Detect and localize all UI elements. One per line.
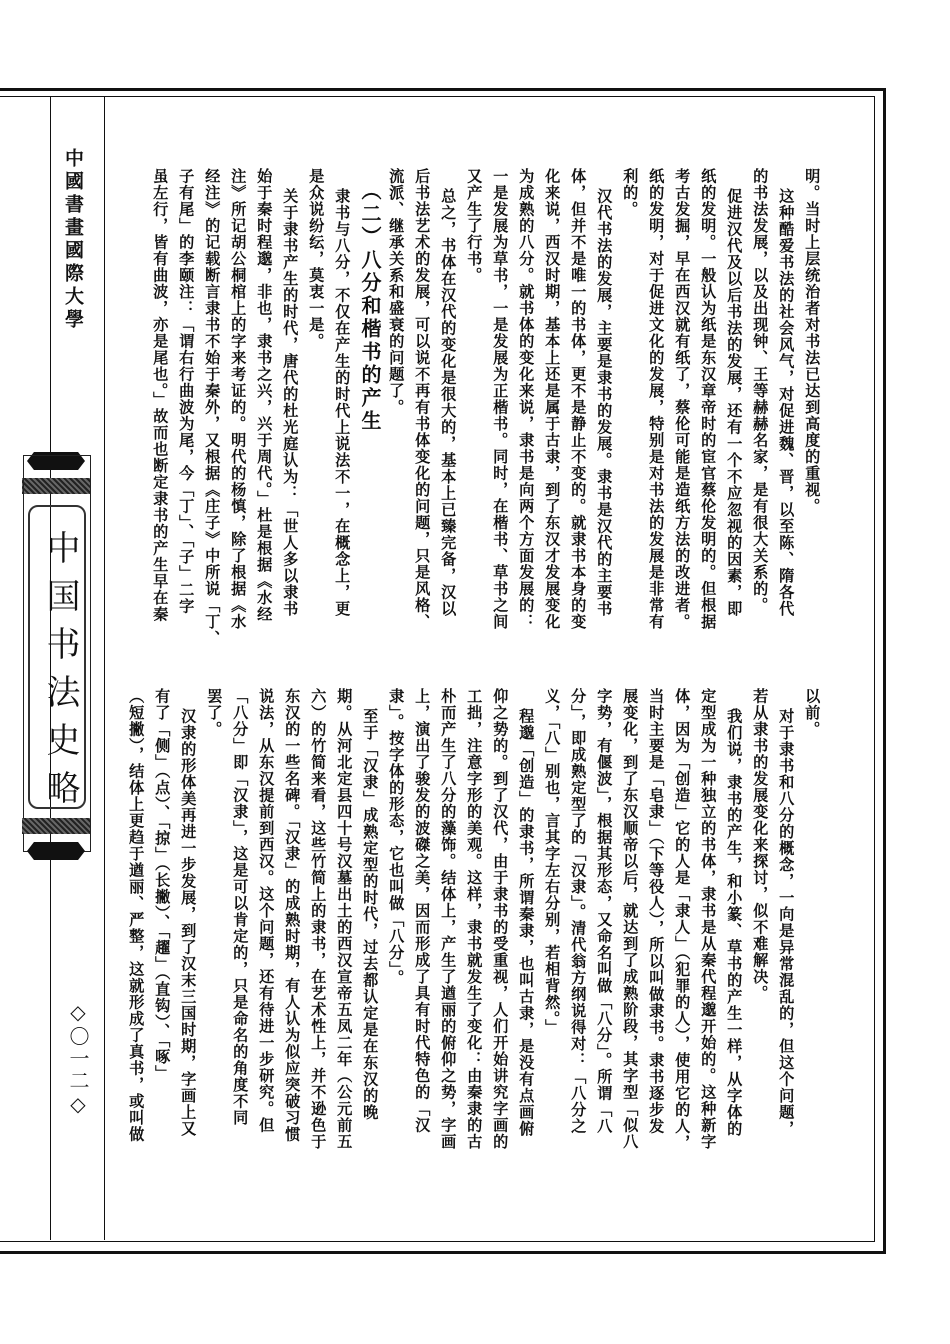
text-column: 的书法发展，以及出现钟、王等赫赫名家，是有很大关系的。 (751, 168, 770, 614)
text-column: 以前。 (803, 688, 822, 738)
text-column: 汉隶的形体美再进一步发展，到了汉末三国时期，字画上又 (179, 708, 198, 1137)
text-column: 隶」。按字体的形态，它也叫做「八分」。 (387, 688, 406, 987)
text-column: 又产生了行书。 (465, 168, 484, 284)
text-column: 至于「汉隶」成熟定型的时代，过去都认定是在东汉的晚 (361, 708, 380, 1121)
book-title: 中国书法史略 (40, 530, 80, 818)
text-column: 流派、继承关系和盛衰的问题了。 (387, 168, 406, 416)
section-heading: （二）八分和楷书的产生 (358, 180, 382, 433)
text-column: 字势，有偃波」，根据其形态，又命名叫做「八分」。所谓「八 (595, 688, 614, 1135)
text-column: 说法，从东汉提前到西汉。这个问题，还有待进一步研究。但 (257, 688, 276, 1134)
text-column: 当时主要是「皂隶」（下等役人），所以叫做隶书。隶书逐步发 (647, 688, 666, 1135)
text-column: 考古发掘，早在西汉就有纸了，蔡伦可能是造纸方法的改进者。 (673, 168, 692, 630)
text-column: 有了「侧」（点）、「掠」（长撇）、「趯」（直钩）、「啄」 (153, 688, 172, 1082)
text-column: 隶书与八分，不仅在产生的时代上说法不一，在概念上，更 (333, 188, 352, 617)
text-column: 总之，书体在汉代的变化是很大的，基本上已臻完备，汉以 (439, 188, 458, 617)
text-column: 体，因为「创造」它的人是「隶人」（犯罪的人），使用它的人， (673, 688, 692, 1152)
title-band-bottom (22, 818, 90, 834)
text-column: 虽左行，皆有曲波，亦是尾也。」故而也断定隶书的产生早在秦 (151, 168, 170, 623)
text-column: 经注》的记载断言隶书不始于秦外，又根据《庄子》中所说「丁、 (203, 168, 222, 647)
text-column: 工拙，注意字形的美观。这样，隶书就发生了变化：由秦隶的古 (465, 688, 484, 1150)
text-column: 朴而产生了八分的藻饰。结体上，产生了遒丽的俯仰之势，字画 (439, 688, 458, 1150)
text-column: 展变化，到了东汉顺帝以后，就达到了成熟阶段，其字型「似八 (621, 688, 640, 1150)
text-column: 促进汉代及以后书法的发展，还有一个不应忽视的因素，即 (725, 188, 744, 617)
text-column: 是众说纷纭，莫衷一是。 (307, 168, 326, 350)
text-column: 定型成为一种独立的书体，隶书是从秦代程邈开始的。这种新字 (699, 688, 718, 1150)
title-ornament-bottom (27, 842, 85, 860)
text-column: 为成熟的八分。就书体的变化来说，隶书是向两个方面发展的： (517, 168, 536, 630)
page-number: ◇〇一二◇ (66, 1000, 90, 1118)
text-column: 东汉的一些名碑。「汉隶」的成熟时期，有人认为似应突破习惯 (283, 688, 302, 1143)
text-column: 义，「八」别也，言其字左右分别，若相背然。」 (543, 688, 562, 1036)
text-column: 利的。 (621, 168, 640, 218)
text-column: 后书法艺术的发展，可以说不再有书体变化的问题，只是风格、 (413, 168, 432, 630)
text-column: 化来说，西汉时期，基本上还是属于古隶，到了东汉才发展变化 (543, 168, 562, 630)
publisher-header: 中國書畫國際大學 (62, 148, 84, 332)
text-column: （短撇），结体上更趋于遒丽、严整，这就形成了真书，或叫做 (127, 688, 146, 1143)
text-column: 仰之势的。到了汉代，由于隶书的受重视，人们开始讲究字画的 (491, 688, 510, 1150)
text-column: 我们说，隶书的产生，和小篆、草书的产生一样，从字体的 (725, 708, 744, 1137)
text-column: 上，演出了骏发的波磔之美，因而形成了具有时代特色的「汉 (413, 688, 432, 1134)
text-column: 关于隶书产生的时代，唐代的杜光庭认为：「世人多以隶书 (281, 188, 300, 617)
text-column: 「八分」即「汉隶」，这是可以肯定的，只是命名的角度不同 (231, 688, 250, 1126)
margin-rule-right (104, 97, 105, 1240)
text-column: 始于秦时程邈，非也，隶书之兴，兴于周代。」杜是根据《水经 (255, 168, 274, 623)
text-column: 子有尾」的李颐注：「谓右行曲波为尾，今「丁」、「子」二字 (177, 168, 196, 615)
text-column: 纸的发明。一般认为纸是东汉章帝时的宦官蔡伦发明的。但根据 (699, 168, 718, 630)
text-column: 期。从河北定县四十号汉墓出土的西汉宣帝五凤二年（公元前五 (335, 688, 354, 1150)
text-column: 这种酷爱书法的社会风气，对促进魏、晋，以至陈、隋各代 (777, 188, 796, 617)
text-column: 罢了。 (205, 688, 224, 738)
text-column: 分」，即成熟定型了的「汉隶」。清代翁方纲说得对：「八分之 (569, 688, 588, 1135)
text-column: 纸的发明，对于促进文化的发展，特别是对书法的发展是非常有 (647, 168, 666, 630)
text-column: 若从隶书的发展变化来探讨，似不难解决。 (751, 688, 770, 1002)
text-column: 程邈「创造」的隶书，所谓秦隶，也叫古隶，是没有点画俯 (517, 708, 536, 1137)
text-column: 汉代书法的发展，主要是隶书的发展。隶书是汉代的主要书 (595, 188, 614, 617)
text-column: 体，但并不是唯一的书体，更不是静止不变的。就隶书本身的变 (569, 168, 588, 630)
text-column: 明。当时上层统治者对书法已达到高度的重视。 (803, 168, 822, 515)
text-column: 一是发展为草书，一是发展为正楷书。同时，在楷书、草书之间 (491, 168, 510, 630)
text-column: 注》所记胡公桐棺上的字来考证的。明代的杨慎，除了根据《水 (229, 168, 248, 630)
text-column: 六）的竹简来看，这些竹简上的隶书，在艺术性上，并不逊色于 (309, 688, 328, 1150)
text-column: 对于隶书和八分的概念，一向是异常混乱的，但这个问题， (777, 708, 796, 1137)
